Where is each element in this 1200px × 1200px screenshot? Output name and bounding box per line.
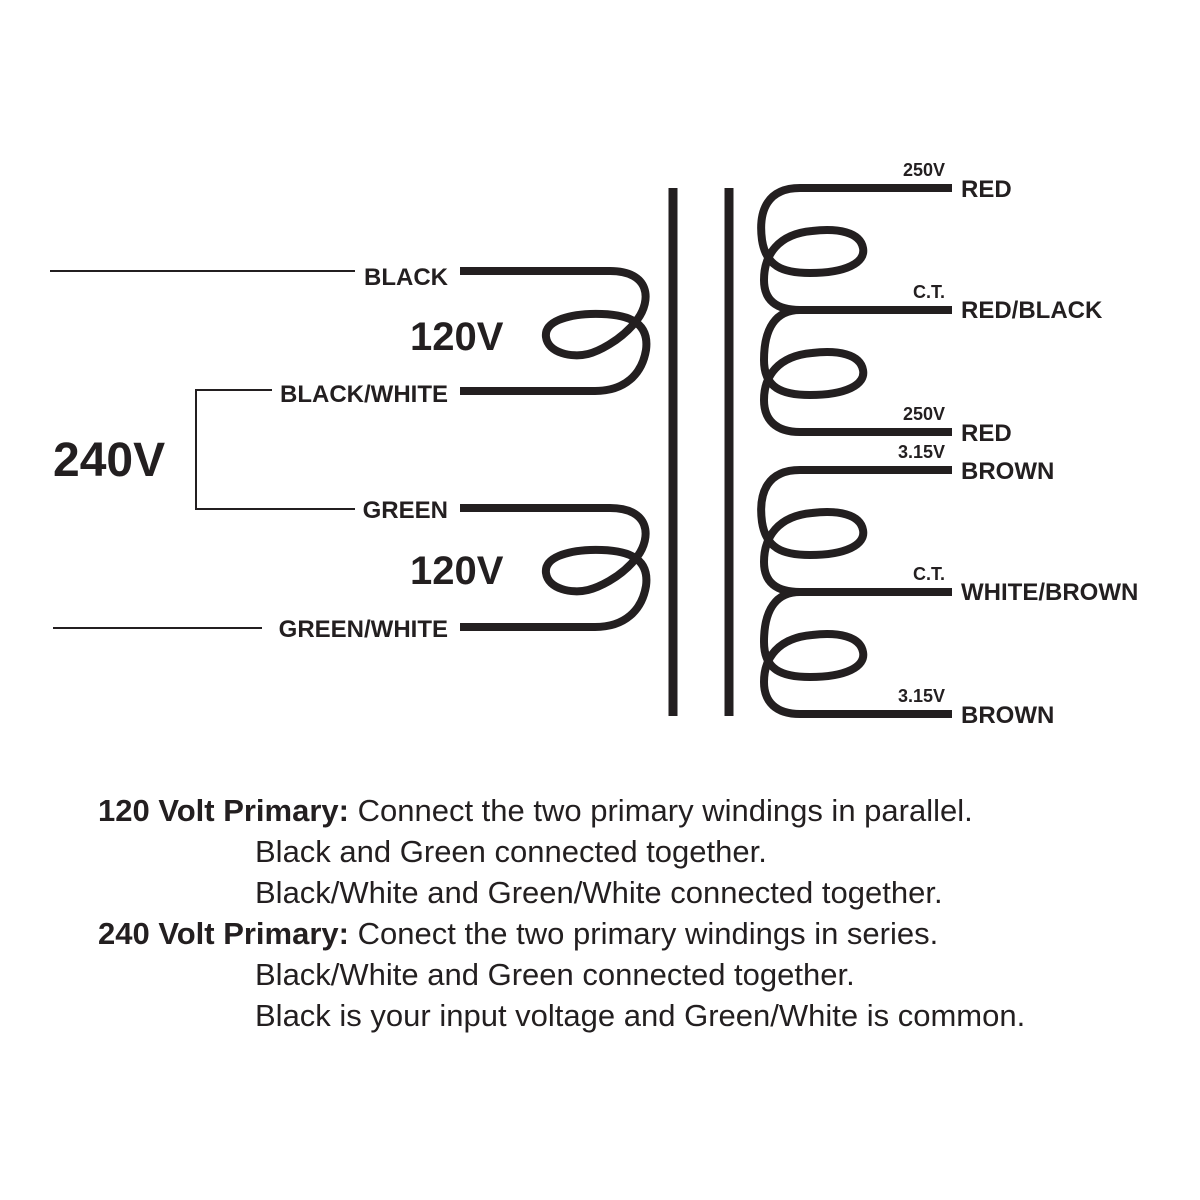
secondary-hv-winding (761, 160, 1103, 447)
black-wire-label: BLACK (364, 264, 448, 291)
hv-bottom-wire-label: RED (961, 420, 1012, 447)
hv-top-voltage: 250V (902, 160, 945, 180)
instruction-240-heading: 240 Volt Primary: (98, 916, 349, 951)
instruction-120-heading: 120 Volt Primary: (98, 793, 349, 828)
primary-winding-1 (50, 264, 646, 408)
series-voltage-label: 240V (53, 434, 166, 487)
instruction-120-text: Connect the two primary windings in parallel. (357, 793, 973, 828)
filament-bottom-voltage: 3.15V (897, 686, 945, 706)
instruction-120-line3: Black/White and Green/White connected together. (255, 875, 943, 910)
primary-winding-2 (53, 497, 646, 643)
instruction-240-text: Conect the two primary windings in series. (357, 916, 939, 951)
primary-2-voltage: 120V (410, 549, 504, 593)
green-wire-label: GREEN (362, 497, 448, 524)
hv-top-wire-label: RED (961, 176, 1012, 203)
filament-top-wire-label: BROWN (961, 458, 1055, 485)
filament-bottom-wire-label: BROWN (961, 702, 1055, 729)
hv-center-wire-label: RED/BLACK (961, 297, 1103, 324)
instruction-240-line2: Black/White and Green connected together. (255, 957, 855, 992)
instruction-120-line2: Black and Green connected together. (255, 834, 767, 869)
filament-ct-label: C.T. (912, 564, 945, 584)
secondary-filament-winding (761, 442, 1138, 729)
filament-center-wire-label: WHITE/BROWN (961, 579, 1139, 606)
wiring-instructions (98, 790, 1178, 1036)
green-white-wire-label: GREEN/WHITE (278, 616, 448, 643)
filament-coil (761, 470, 952, 714)
black-white-wire-label: BLACK/WHITE (280, 381, 448, 408)
filament-top-voltage: 3.15V (897, 442, 945, 462)
instruction-240-heading-row (98, 913, 1178, 954)
instruction-240-line3: Black is your input voltage and Green/White is common. (255, 998, 1026, 1033)
hv-coil (761, 188, 952, 432)
primary-1-voltage: 120V (410, 315, 504, 359)
instruction-120-heading-row (98, 790, 1178, 831)
transformer-core (673, 188, 729, 716)
hv-ct-label: C.T. (912, 282, 945, 302)
hv-bottom-voltage: 250V (902, 404, 945, 424)
